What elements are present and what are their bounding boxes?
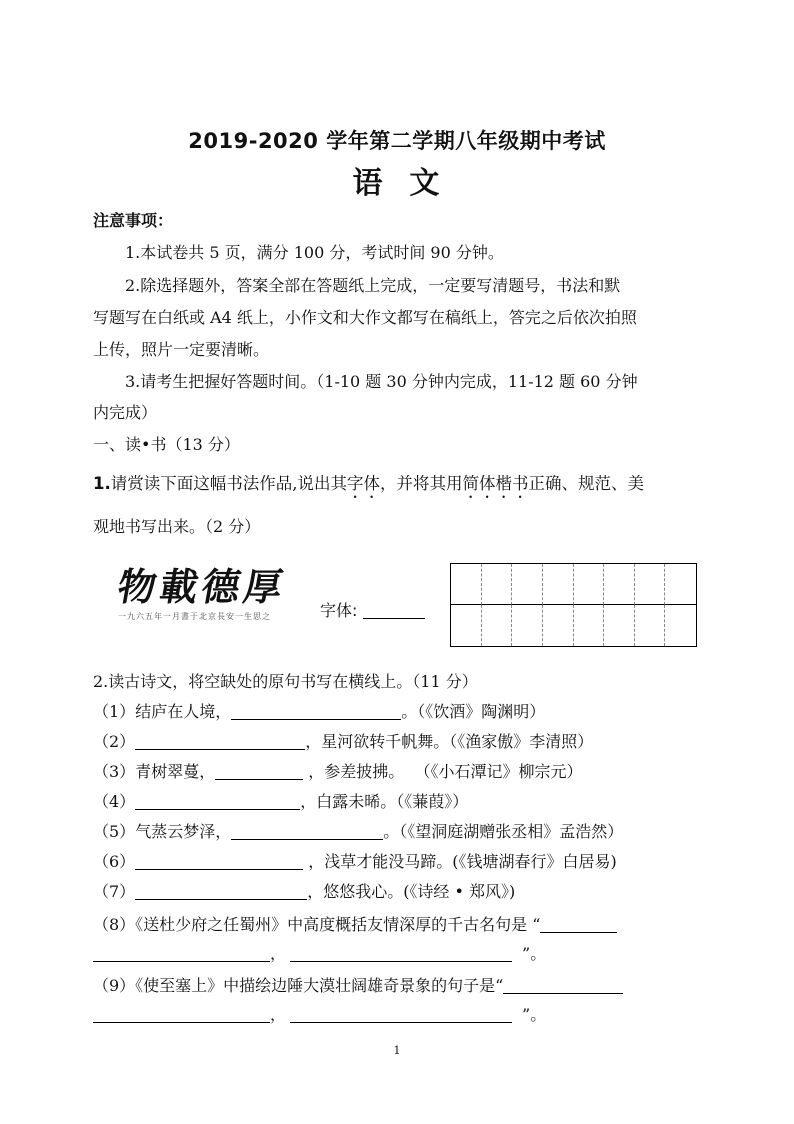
grid-cell[interactable] (451, 564, 482, 605)
answer-blank[interactable] (540, 916, 617, 933)
calligraphy-artwork (114, 564, 298, 635)
answer-blank[interactable] (135, 793, 300, 810)
exam-title: 2019-2020 学年第二学期八年级期中考试 (188, 129, 606, 153)
note-2: 2.除选择题外，答案全部在答题纸上完成，一定要写清题号，书法和默 (125, 276, 621, 295)
item-source: ，悠悠我心。(《诗经 • 郑风》) (307, 882, 516, 901)
grid-cell[interactable] (574, 605, 605, 646)
grid-cell[interactable] (482, 605, 513, 646)
item-source: ，星河欲转千帆舞。（《渔家傲》李清照） (305, 732, 594, 751)
item-source: 。（《饮酒》陶渊明） (401, 702, 546, 721)
grid-cell[interactable] (635, 605, 666, 646)
q1-dotted-a: 字体 (347, 474, 380, 493)
item-number: （5） (93, 822, 136, 841)
q1-number: 1. (93, 474, 111, 493)
note-3: 3.请考生把握好答题时间。（1-10 题 30 分钟内完成，11-12 题 60 分钟 (125, 372, 638, 391)
q1-text-a: 请赏读下面这幅书法作品,说出其 (110, 474, 347, 493)
item-number: （3） (93, 762, 136, 781)
grid-cell[interactable] (574, 564, 605, 605)
grid-cell[interactable] (512, 564, 543, 605)
grid-cell[interactable] (635, 564, 666, 605)
question-1 (93, 470, 644, 502)
font-label: 字体: (320, 601, 358, 620)
q1-dotted-b: 简体楷书 (462, 474, 529, 493)
answer-blank[interactable] (93, 945, 270, 962)
question-2-intro: 2.读古诗文，将空缺处的原句书写在横线上。（11 分） (93, 672, 478, 691)
answer-blank[interactable] (215, 763, 303, 780)
poem-item-7 (93, 879, 515, 902)
item-text: 青树翠蔓， (135, 762, 216, 781)
poem-item-8 (93, 912, 617, 935)
answer-blank[interactable] (135, 853, 303, 870)
item-text: （8）《送杜少府之任蜀州》中高度概括友情深厚的千古名句是 “ (93, 915, 541, 934)
item-source: 。（《望洞庭湖赠张丞相》孟浩然） (383, 822, 624, 841)
item-number: （2） (93, 732, 136, 751)
comma: ， (270, 944, 287, 963)
poem-item-4 (93, 789, 468, 812)
answer-blank[interactable] (135, 733, 305, 750)
item-source: ，浅草才能没马蹄。(《钱塘湖春行》白居易) (303, 852, 617, 871)
poem-item-9 (93, 973, 623, 996)
font-answer-blank[interactable] (363, 602, 425, 619)
grid-cell[interactable] (604, 564, 635, 605)
item-text: 气蒸云梦泽， (135, 822, 232, 841)
item-source: ，参差披拂。 （《小石潭记》柳宗元） (303, 762, 583, 781)
answer-blank[interactable] (231, 823, 383, 840)
grid-cell[interactable] (543, 564, 574, 605)
q1-text-b: ，并将其用 (380, 474, 463, 493)
page-number: 1 (393, 1044, 401, 1057)
writing-grid (450, 563, 697, 647)
closing-quote: ”。 (522, 944, 547, 963)
item-number: （7） (93, 882, 136, 901)
answer-blank[interactable] (290, 1006, 512, 1023)
poem-item-6 (93, 849, 617, 872)
poem-item-1 (93, 699, 545, 722)
notes-heading: 注意事项： (93, 211, 174, 230)
answer-blank[interactable] (93, 1006, 270, 1023)
comma: ， (270, 1005, 287, 1024)
poem-item-2 (93, 729, 593, 752)
answer-blank[interactable] (231, 703, 401, 720)
item-source: ，白露未晞。（《蒹葭》） (300, 792, 469, 811)
item-number: （1） (93, 702, 136, 721)
poem-item-8-cont (93, 941, 546, 964)
font-answer (320, 598, 425, 621)
q1-text-c: 正确、规范、美 (528, 474, 644, 493)
poem-item-9-cont (93, 1002, 546, 1025)
answer-blank[interactable] (503, 977, 623, 994)
item-number: （4） (93, 792, 136, 811)
grid-cell[interactable] (665, 605, 696, 646)
poem-item-3 (93, 759, 582, 782)
item-text: 结庐在人境， (135, 702, 232, 721)
note-2-cont: 写题写在白纸或 A4 纸上，小作文和大作文都写在稿纸上，答完之后依次拍照 (93, 308, 637, 327)
question-1-cont: 观地书写出来。（2 分） (93, 517, 261, 536)
grid-cell[interactable] (604, 605, 635, 646)
grid-cell[interactable] (512, 605, 543, 646)
answer-blank[interactable] (135, 883, 307, 900)
grid-cell[interactable] (665, 564, 696, 605)
note-3-cont: 内完成） (93, 403, 158, 422)
grid-cell[interactable] (482, 564, 513, 605)
item-number: （6） (93, 852, 136, 871)
calligraphy-characters: 物載德厚 (114, 564, 291, 609)
answer-blank[interactable] (290, 945, 512, 962)
grid-cell[interactable] (451, 605, 482, 646)
item-text: （9）《使至塞上》中描绘边陲大漠壮阔雄奇景象的句子是“ (93, 976, 504, 995)
closing-quote: ”。 (522, 1005, 547, 1024)
note-2-cont2: 上传，照片一定要清晰。 (93, 340, 270, 359)
subject-title: 语 文 (352, 166, 442, 201)
grid-cell[interactable] (543, 605, 574, 646)
calligraphy-inscription: 一九六五年一月書于北京長安一生思之 (118, 612, 271, 621)
note-1: 1.本试卷共 5 页，满分 100 分，考试时间 90 分钟。 (125, 243, 504, 262)
poem-item-5 (93, 819, 623, 842)
section-heading: 一、读•书（13 分） (93, 435, 240, 454)
